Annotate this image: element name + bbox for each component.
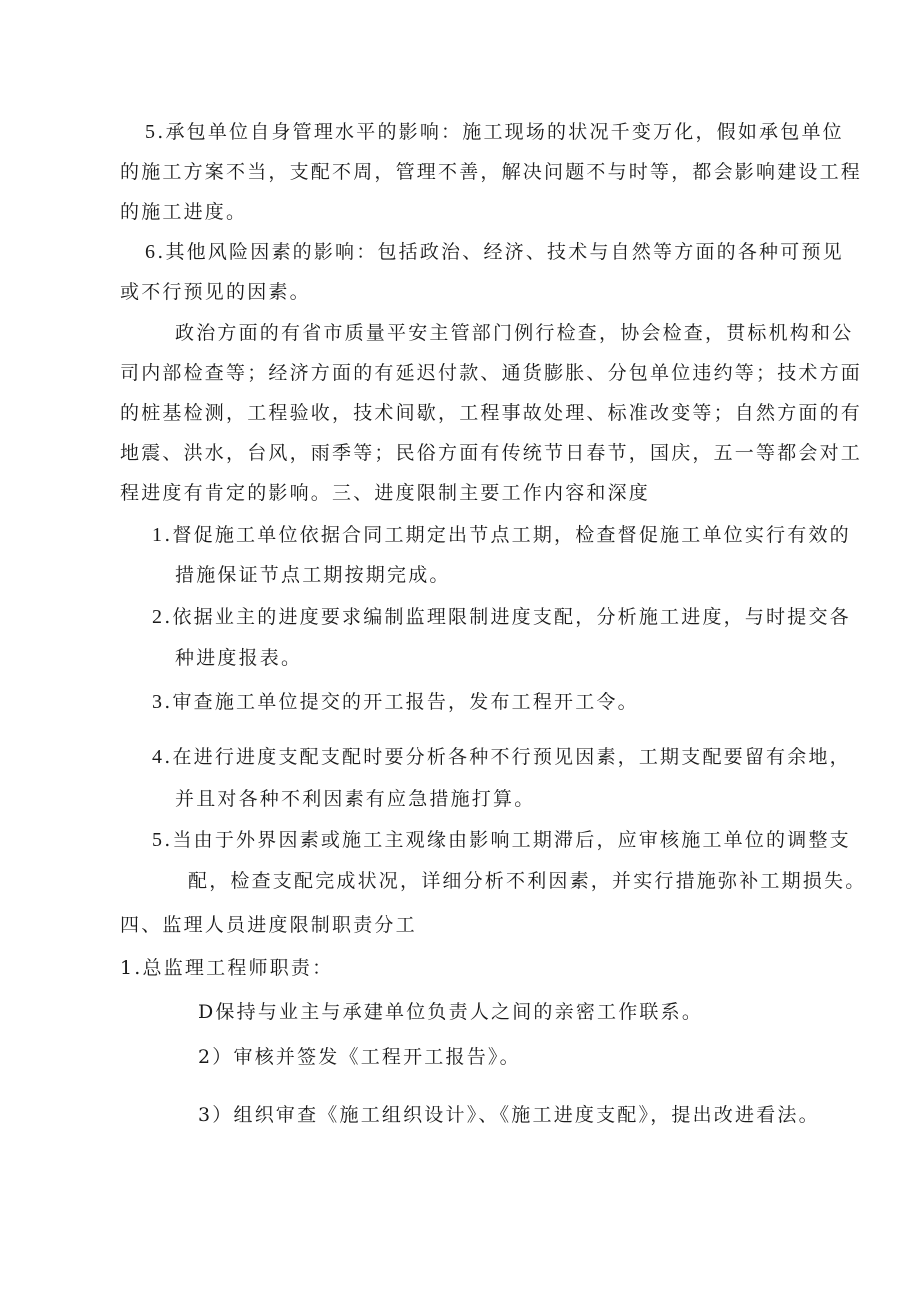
para-line4: 地震、洪水，台风，雨季等；民俗方面有传统节日春节，国庆，五一等都会对工 — [120, 442, 863, 464]
item5-line1 — [145, 120, 845, 144]
item5-text1: .承包单位自身管理水平的影响：施工现场的状况千变万化，假如承包单位 — [157, 121, 844, 143]
list-item-3-text1: .审查施工单位提交的开工报告，发布工程开工令。 — [164, 691, 639, 713]
list-item-4-line2: 并且对各种不利因素有应急措施打算。 — [175, 788, 536, 810]
item5-line3: 的施工进度。 — [120, 201, 248, 223]
list-item-5-line2: 配，检查支配完成状况，详细分析不利因素，并实行措施弥补工期损失。 — [188, 870, 867, 892]
list-item-5-number: 5 — [152, 829, 165, 851]
item6-line2: 或不行预见的因素。 — [120, 281, 311, 303]
list-item-3-line1 — [152, 690, 852, 714]
duty-item-1: D保持与业主与承建单位负责人之间的亲密工作联系。 — [198, 1001, 704, 1023]
list-item-1-line2: 措施保证节点工期按期完成。 — [175, 564, 451, 586]
list-item-5-line1 — [152, 828, 852, 852]
list-item-4-number: 4 — [152, 746, 165, 768]
item6-line1 — [145, 240, 845, 264]
duty-item-3: 3）组织审查《施工组织设计》、《施工进度支配》，提出改进看法。 — [198, 1104, 820, 1126]
list-item-1-number: 1 — [152, 524, 165, 546]
list-item-4-text1: .在进行进度支配支配时要分析各种不行预见因素，工期支配要留有余地， — [164, 746, 851, 768]
section4-heading: 四、监理人员进度限制职责分工 — [120, 914, 417, 936]
para-line5: 程进度有肯定的影响。三、进度限制主要工作内容和深度 — [120, 482, 651, 504]
list-item-5-text1: .当由于外界因素或施工主观缘由影响工期滞后，应审核施工单位的调整支 — [164, 829, 851, 851]
duty-item-2: 2）审核并签发《工程开工报告》。 — [198, 1046, 521, 1068]
list-item-2-text1: .依据业主的进度要求编制监理限制进度支配，分析施工进度，与时提交各 — [164, 606, 851, 628]
para-line1: 政治方面的有省市质量平安主管部门例行检查，协会检查，贯标机构和公 — [175, 322, 854, 344]
item6-text1: .其他风险因素的影响：包括政治、经济、技术与自然等方面的各种可预见 — [157, 241, 844, 263]
list-item-2-number: 2 — [152, 606, 165, 628]
para-line2: 司内部检查等；经济方面的有延迟付款、通货膨胀、分包单位违约等；技术方面 — [120, 362, 863, 384]
list-item-4-line1 — [152, 745, 852, 769]
list-item-3-number: 3 — [152, 691, 165, 713]
list-item-2-line1 — [152, 605, 852, 629]
item5-number: 5 — [145, 121, 158, 143]
item6-number: 6 — [145, 241, 158, 263]
section4-subheading: 1.总监理工程师职责： — [120, 957, 334, 979]
list-item-2-line2: 种进度报表。 — [175, 647, 303, 669]
list-item-1-text1: .督促施工单位依据合同工期定出节点工期，检查督促施工单位实行有效的 — [164, 524, 851, 546]
item5-line2: 的施工方案不当，支配不周，管理不善，解决问题不与时等，都会影响建设工程 — [120, 161, 863, 183]
para-line3: 的桩基检测，工程验收，技术间歇，工程事故处理、标准改变等；自然方面的有 — [120, 402, 863, 424]
list-item-1-line1 — [152, 523, 852, 547]
